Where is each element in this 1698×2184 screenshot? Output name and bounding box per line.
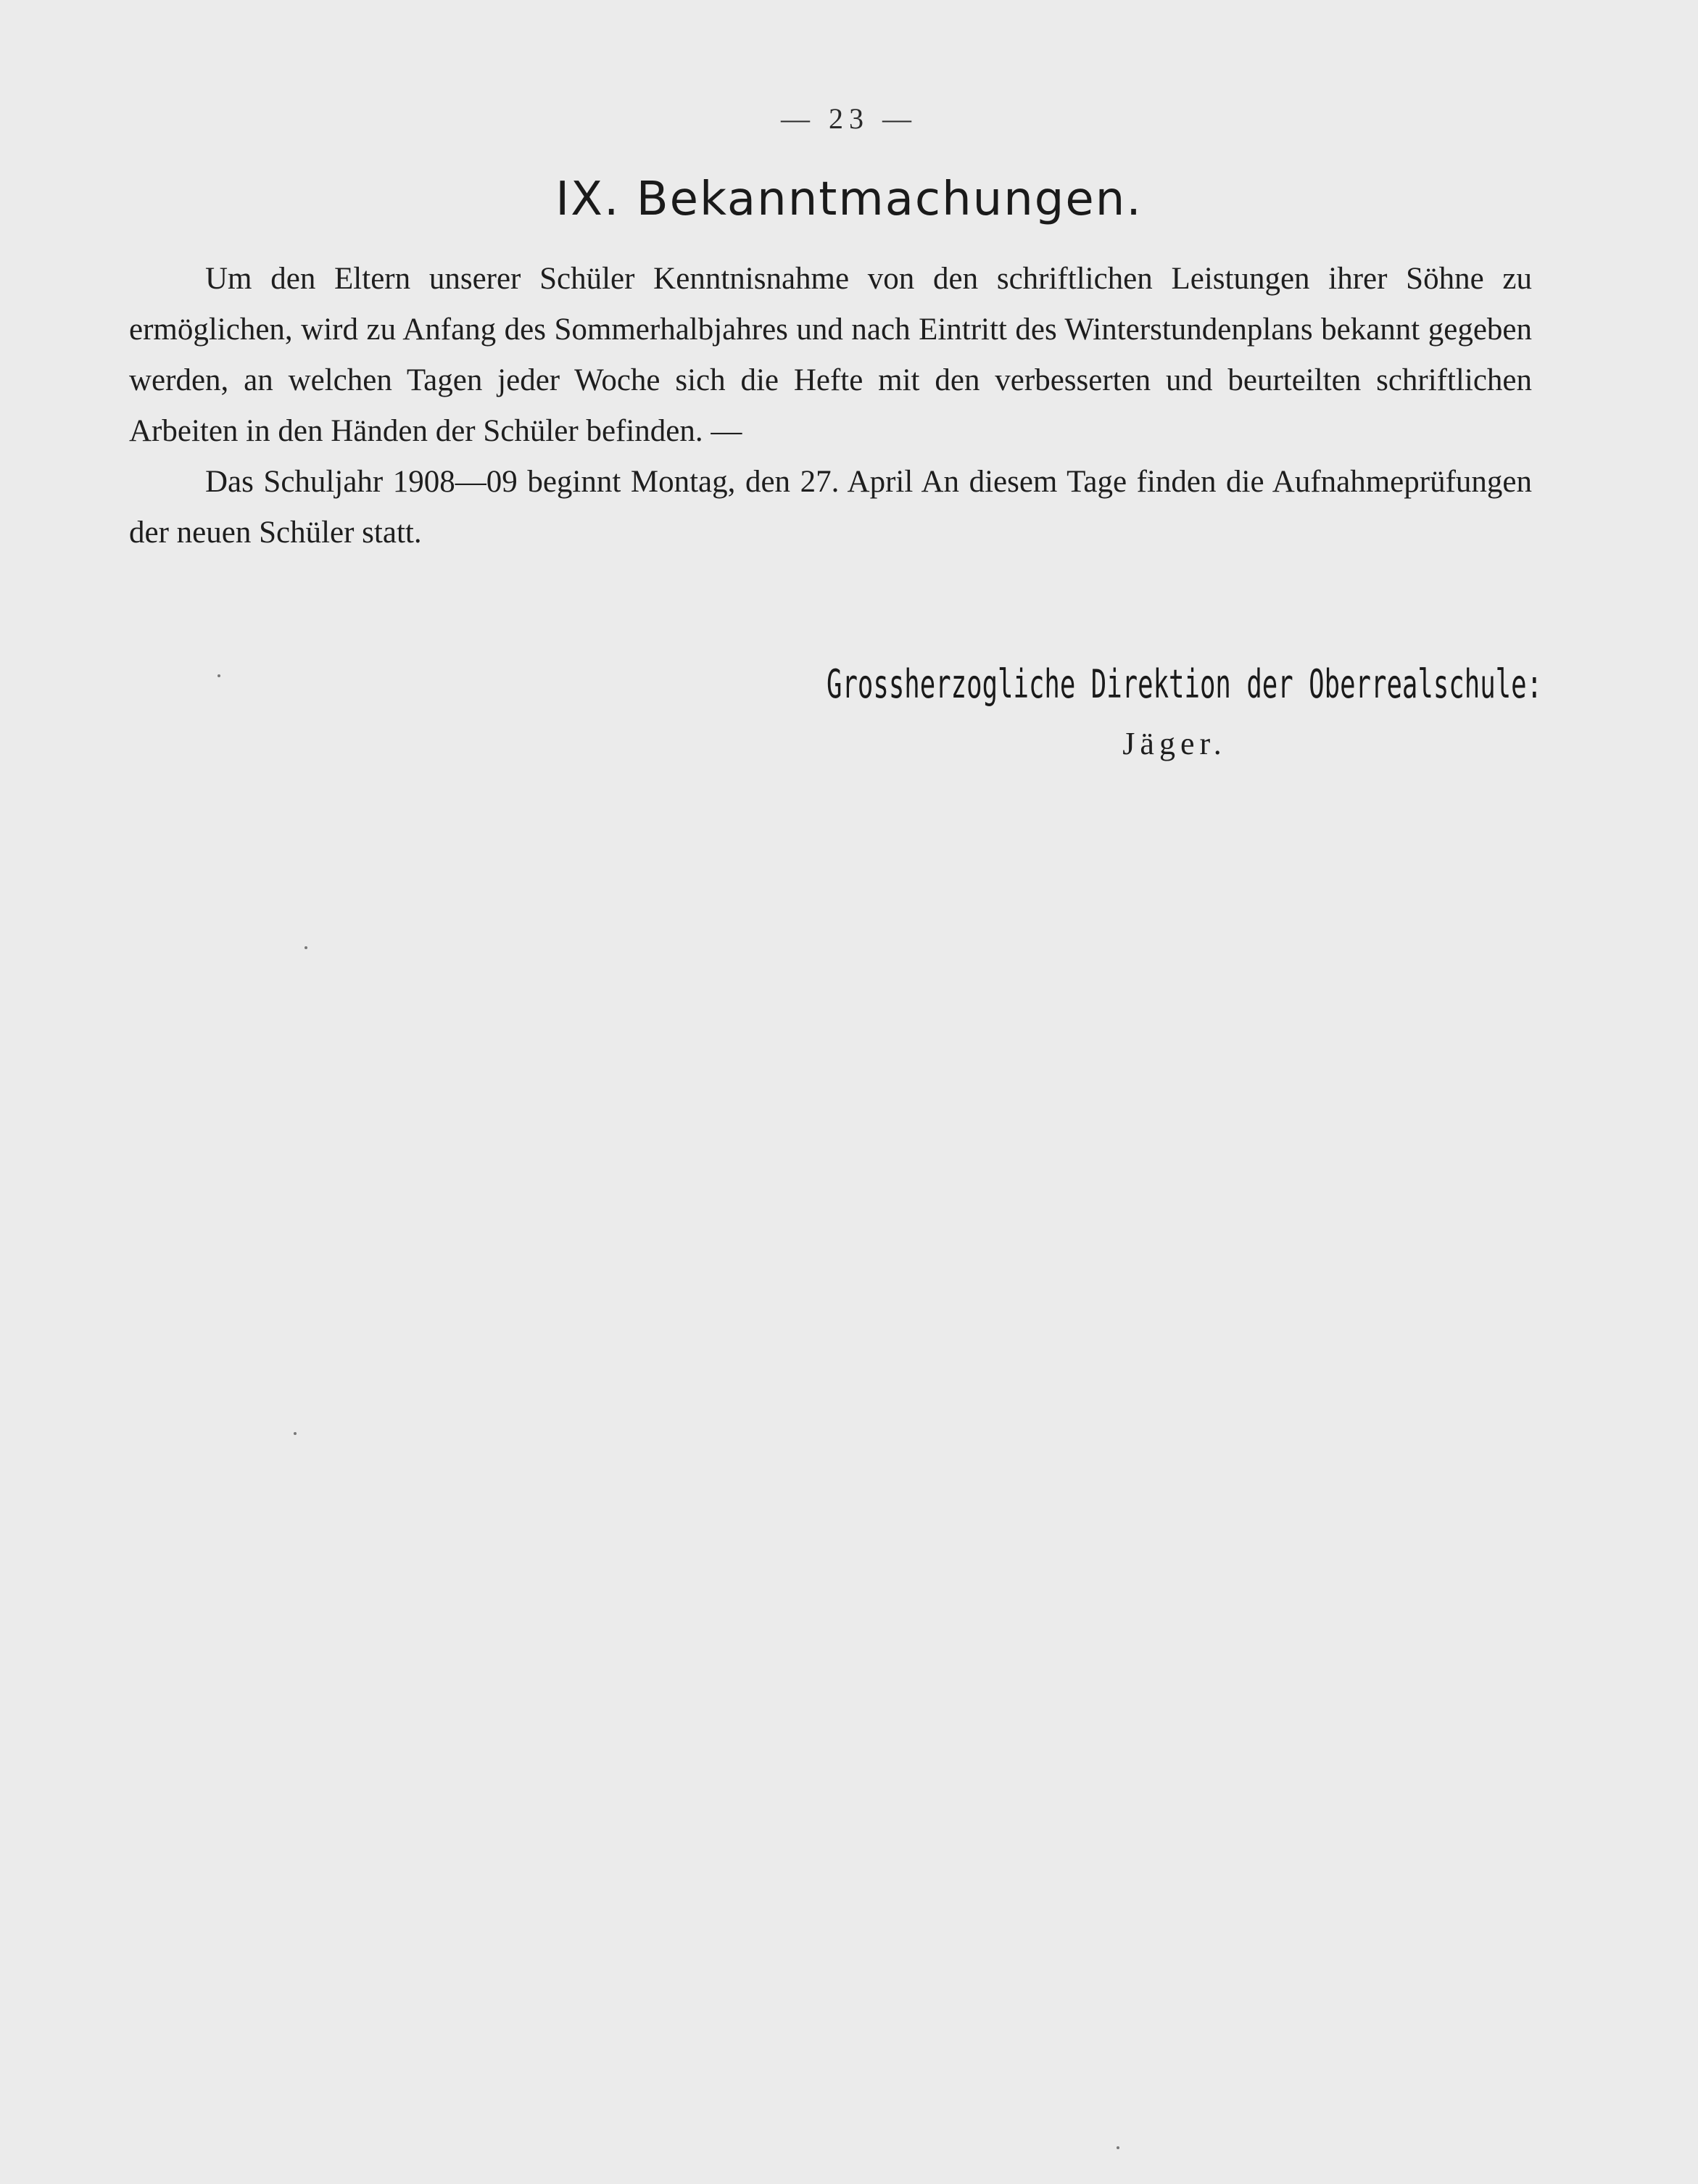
scan-speck	[218, 674, 220, 677]
section-heading: IX. Bekanntmachungen.	[555, 173, 1143, 226]
scan-speck	[294, 1432, 297, 1435]
paragraph-2: Das Schuljahr 1908—09 beginnt Montag, den 27. April An diesem Tage finden die Aufnahmeprüfungen der neuen Schüler statt.	[129, 465, 1532, 550]
scan-speck	[305, 946, 307, 949]
body-text	[129, 254, 1532, 558]
scan-speck	[1117, 2146, 1119, 2149]
page-number: — 23 —	[781, 102, 917, 135]
paragraph-1: Um den Eltern unserer Schüler Kenntnisnahme von den schriftlichen Leistungen ihrer Söhne zu ermöglichen, wird zu Anfang des Sommerhalbjahres und nach Eintritt des Winterstundenplans bekannt gegeben werden, an welchen Tagen jeder Woche sich die Hefte mit den verbesserten und beurteilten schriftlichen Arbeiten in den Händen der Schüler befinden. —	[129, 262, 1532, 448]
signature-line: Grossherzogliche Direktion der Oberrealschule:	[827, 661, 1543, 707]
signer-name: Jäger.	[1122, 726, 1227, 761]
